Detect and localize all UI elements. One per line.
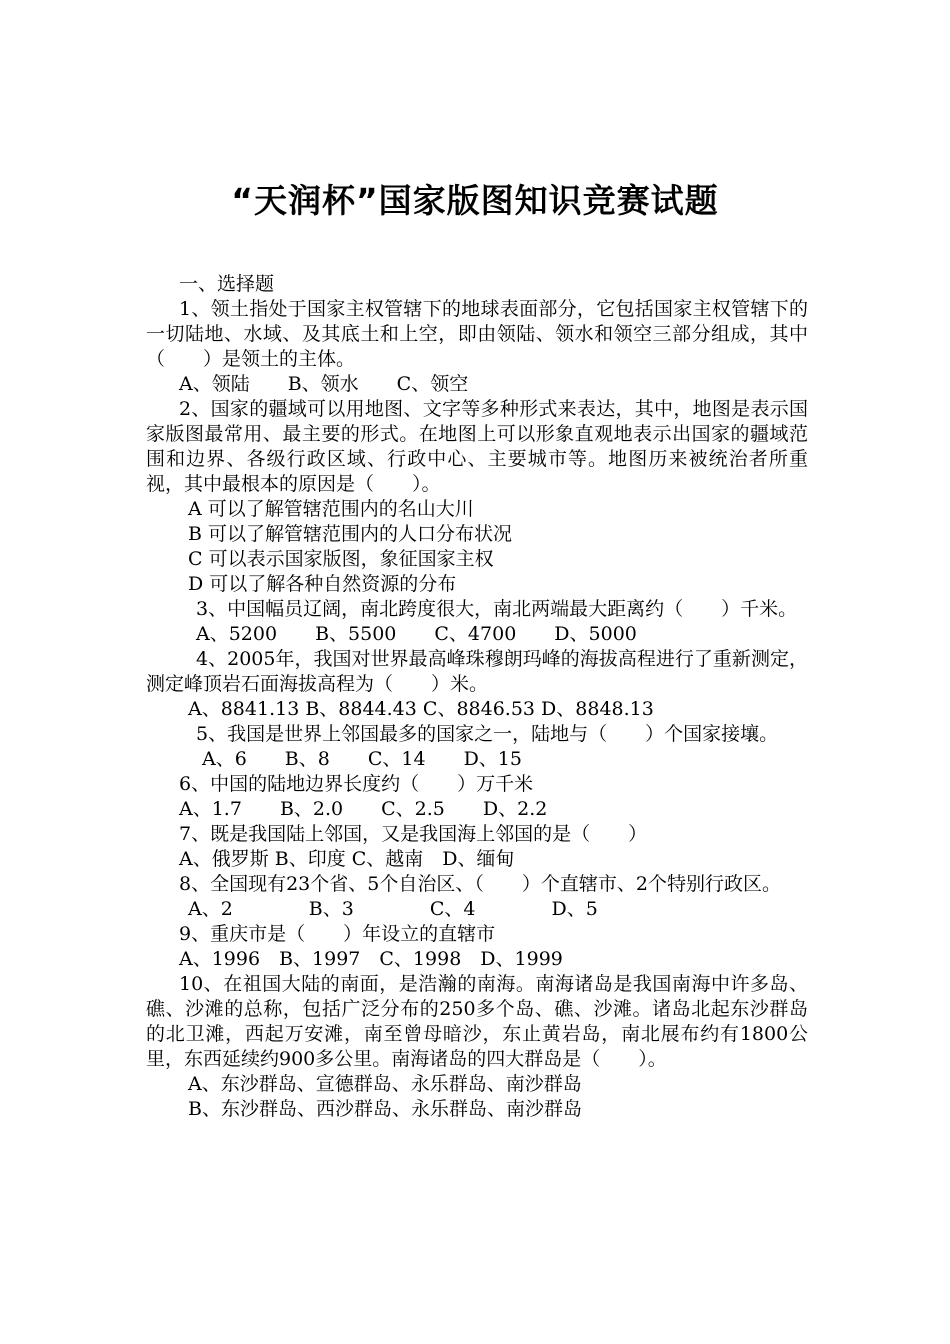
question-text: 2、国家的疆域可以用地图、文字等多种形式来表达，其中，地图是表示国家版图最常用、最主要的形式。在地图上可以形象直观地表示出国家的疆域范围和边界、各级行政区域、行政中心、主要城市等。地图历来被统治者所重视，其中最根本的原因是（ ）。 <box>146 398 808 495</box>
question-8 <box>146 872 808 922</box>
option-line: A、俄罗斯 B、印度 C、越南 D、缅甸 <box>179 848 515 870</box>
question-text: 7、既是我国陆上邻国，又是我国海上邻国的是（ ） <box>179 823 648 845</box>
option-line: A 可以了解管辖范围内的名山大川 <box>188 498 474 520</box>
question-text: 5、我国是世界上邻国最多的国家之一，陆地与（ ）个国家接壤。 <box>196 723 779 745</box>
question-1 <box>146 297 808 397</box>
option-line: C 可以表示国家版图，象征国家主权 <box>188 548 494 570</box>
question-list <box>146 272 808 1122</box>
section-heading: 一、选择题 <box>179 273 275 295</box>
option-line: D 可以了解各种自然资源的分布 <box>188 573 457 595</box>
question-text: 3、中国幅员辽阔，南北跨度很大，南北两端最大距离约（ ）千米。 <box>196 598 798 620</box>
option-line: A、5200 B、5500 C、4700 D、5000 <box>196 623 637 645</box>
option-line: A、1.7 B、2.0 C、2.5 D、2.2 <box>179 798 548 820</box>
option-line: B 可以了解管辖范围内的人口分布状况 <box>188 523 513 545</box>
option-line: B、东沙群岛、西沙群岛、永乐群岛、南沙群岛 <box>188 1098 582 1120</box>
option-line: A、领陆 B、领水 C、领空 <box>179 373 469 395</box>
question-2 <box>146 397 808 597</box>
option-line: A、2 B、3 C、4 D、5 <box>188 898 598 920</box>
option-line: A、6 B、8 C、14 D、15 <box>202 748 522 770</box>
question-4 <box>146 647 808 722</box>
question-5 <box>146 722 808 772</box>
question-6 <box>146 772 808 822</box>
option-line: A、1996 B、1997 C、1998 D、1999 <box>179 948 563 970</box>
question-9 <box>146 922 808 972</box>
page-title: “天润杯”国家版图知识竞赛试题 <box>231 181 719 220</box>
question-text: 8、全国现有23个省、5个自治区、（ ）个直辖市、2个特别行政区。 <box>179 873 781 895</box>
option-line: A、8841.13 B、8844.43 C、8846.53 D、8848.13 <box>188 698 654 720</box>
question-3 <box>146 597 808 647</box>
question-text: 10、在祖国大陆的南面，是浩瀚的南海。南海诸岛是我国南海中许多岛、礁、沙滩的总称，包括广泛分布的250多个岛、礁、沙滩。诸岛北起东沙群岛的北卫滩，西起万安滩，南至曾母暗沙，东止黄岩岛，南北展布约有1800公里，东西延续约900多公里。南海诸岛的四大群岛是（ ）。 <box>146 973 808 1070</box>
question-7 <box>146 822 808 872</box>
option-line: A、东沙群岛、宣德群岛、永乐群岛、南沙群岛 <box>188 1073 582 1095</box>
question-text: 6、中国的陆地边界长度约（ ）万千米 <box>179 773 534 795</box>
question-10 <box>146 972 808 1122</box>
question-text: 1、领土指处于国家主权管辖下的地球表面部分，它包括国家主权管辖下的一切陆地、水域、及其底土和上空，即由领陆、领水和领空三部分组成，其中（ ）是领土的主体。 <box>146 298 808 370</box>
question-text: 9、重庆市是（ ）年设立的直辖市 <box>179 923 496 945</box>
question-text: 4、2005年，我国对世界最高峰珠穆朗玛峰的海拔高程进行了重新测定，测定峰顶岩石面海拔高程为（ ）米。 <box>146 648 808 695</box>
